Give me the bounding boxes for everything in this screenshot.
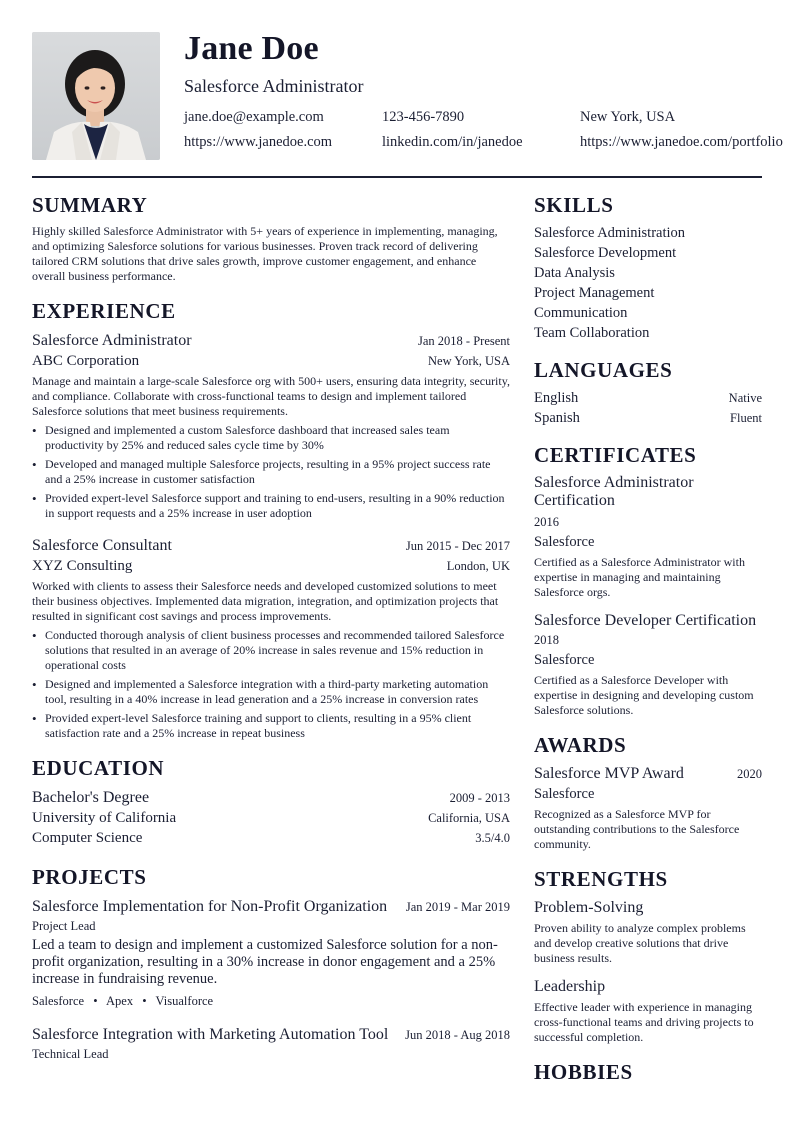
certificate-title: Salesforce Developer Certification [534, 612, 757, 629]
award-description: Recognized as a Salesforce MVP for outstanding contributions to the Salesforce community. [534, 807, 740, 851]
project-tags [32, 992, 510, 1010]
certificates-heading: CERTIFICATES [534, 443, 697, 467]
tag-separator-dot: • [93, 994, 98, 1008]
project-role: Technical Lead [32, 1047, 109, 1061]
list-item: • Developed and managed multiple Salesforce projects, resulting in a 95% project success rate and a 25% increase in customer satisfaction [32, 457, 510, 487]
certificate-title: Salesforce Administrator Certification [534, 474, 694, 509]
certificate-description: Certified as a Salesforce Administrator with expertise in managing and maintaining Salesforce orgs. [534, 555, 745, 599]
certificate-issuer: Salesforce [534, 652, 595, 668]
list-item: • Provided expert-level Salesforce training and support to clients, resulting in a 95% client satisfaction rate and a 25% increase in repeat business [32, 711, 510, 741]
certificate-description: Certified as a Salesforce Developer with expertise in designing and developing custom Salesforce solutions. [534, 673, 754, 717]
certificate-issuer: Salesforce [534, 534, 595, 550]
awards-section [534, 732, 762, 852]
contact-location: New York, USA [580, 109, 676, 125]
language-level: Fluent [730, 411, 762, 425]
contact-phone[interactable]: 123-456-7890 [382, 109, 465, 125]
award-title: Salesforce MVP Award [534, 765, 684, 782]
strengths-heading: STRENGTHS [534, 867, 668, 891]
left-column [32, 192, 510, 1063]
projects-section [32, 864, 510, 1063]
job-dates: Jun 2015 - Dec 2017 [405, 539, 510, 553]
education-dates: 2009 - 2013 [449, 791, 510, 805]
skill-item: Communication [534, 305, 628, 321]
candidate-title: Salesforce Administrator [184, 76, 364, 96]
job-company: XYZ Consulting [32, 558, 133, 574]
project-description: Led a team to design and implement a customized Salesforce solution for a non-profit organization, resulting in a 30% increase in donor engagement and a 25% increase in fundraising revenue. [32, 937, 498, 987]
skill-item: Salesforce Administration [534, 225, 686, 241]
award-year: 2020 [737, 767, 762, 781]
strength-description: Effective leader with experience in managing cross-functional teams and driving projects to successful completion. [534, 1000, 754, 1044]
certificate-item [534, 612, 762, 718]
skills-heading: SKILLS [534, 193, 614, 217]
job-achievements [32, 423, 510, 521]
job-title: Salesforce Administrator [32, 332, 192, 349]
contact-email[interactable]: jane.doe@example.com [184, 109, 324, 125]
project-tag: Apex [106, 994, 134, 1008]
strength-item [534, 897, 762, 966]
strength-item [534, 976, 762, 1045]
languages-heading: LANGUAGES [534, 358, 673, 382]
skill-item: Team Collaboration [534, 325, 650, 341]
certificate-year: 2018 [534, 633, 559, 647]
project-title: Salesforce Implementation for Non-Profit Organization [32, 898, 388, 915]
header-divider [32, 176, 762, 178]
education-degree: Bachelor's Degree [32, 789, 150, 806]
summary-section [32, 192, 510, 284]
education-school: University of California [32, 810, 177, 826]
profile-photo [32, 32, 160, 160]
project-tag: Salesforce [32, 994, 85, 1008]
strength-title: Problem-Solving [534, 899, 644, 916]
education-gpa: 3.5/4.0 [475, 831, 510, 845]
summary-heading: SUMMARY [32, 193, 148, 217]
job-location: London, UK [446, 559, 510, 573]
hobbies-heading: HOBBIES [534, 1060, 633, 1084]
projects-heading: PROJECTS [32, 865, 147, 889]
certificate-item [534, 474, 762, 600]
certificates-section [534, 442, 762, 718]
project-item [32, 896, 510, 1010]
project-dates: Jun 2018 - Aug 2018 [405, 1028, 510, 1042]
language-name: English [534, 390, 579, 406]
awards-heading: AWARDS [534, 733, 627, 757]
education-location: California, USA [428, 811, 510, 825]
certificate-year: 2016 [534, 515, 559, 529]
project-item [32, 1024, 510, 1063]
skill-item: Salesforce Development [534, 245, 677, 261]
list-item: • Designed and implemented a Salesforce integration with a third-party marketing automation tool, resulting in a 40% increase in lead generation and a 25% increase in conversion rates [32, 677, 510, 707]
project-dates: Jan 2019 - Mar 2019 [405, 900, 510, 914]
skill-item: Project Management [534, 285, 655, 301]
skill-item: Data Analysis [534, 265, 615, 281]
summary-text: Highly skilled Salesforce Administrator with 5+ years of experience in implementing, managing, and optimizing Salesforce solutions for various businesses. Proven track record of delivering tailored CRM solutions that drive sales growth, improve customer engagement, and enhance overall business performance. [32, 224, 498, 283]
project-tag: Visualforce [155, 994, 214, 1008]
strengths-section [534, 866, 762, 1045]
contact-portfolio[interactable]: https://www.janedoe.com/portfolio [580, 134, 783, 150]
job-achievements [32, 628, 510, 741]
hobbies-section [534, 1059, 762, 1085]
candidate-name: Jane Doe [184, 30, 319, 67]
languages-section [534, 357, 762, 428]
job-title: Salesforce Consultant [32, 537, 172, 554]
project-role: Project Lead [32, 919, 96, 933]
list-item: • Provided expert-level Salesforce support and training to end-users, resulting in a 90% reduction in support requests and a 25% increase in user adoption [32, 491, 510, 521]
strength-description: Proven ability to analyze complex problems and develop creative solutions that drive business results. [534, 921, 746, 965]
list-item: • Conducted thorough analysis of client business processes and recommended tailored Salesforce solutions that resulted in an average of 20% increase in sales revenue and 15% reduction in operational costs [32, 628, 510, 673]
education-field: Computer Science [32, 830, 143, 846]
award-issuer: Salesforce [534, 786, 595, 802]
experience-item [32, 330, 510, 521]
job-description: Manage and maintain a large-scale Salesforce org with 500+ users, ensuring data integrity, security, and compliance. Collaborate with cross-functional teams to design and implement tailored Salesforce solutions that meet business requirements. [32, 374, 510, 418]
list-item: • Designed and implemented a custom Salesforce dashboard that increased sales team productivity by 25% and reduced sales cycle time by 30% [32, 423, 510, 453]
right-column [534, 192, 762, 1095]
job-location: New York, USA [428, 354, 510, 368]
strength-title: Leadership [534, 978, 606, 995]
job-dates: Jan 2018 - Present [418, 334, 510, 348]
education-section [32, 755, 510, 848]
language-level: Native [728, 391, 762, 405]
contact-website[interactable]: https://www.janedoe.com [184, 134, 333, 150]
experience-heading: EXPERIENCE [32, 299, 176, 323]
language-name: Spanish [534, 410, 580, 426]
experience-item [32, 535, 510, 741]
skills-section [534, 192, 762, 343]
job-company: ABC Corporation [32, 353, 140, 369]
experience-section [32, 298, 510, 741]
project-title: Salesforce Integration with Marketing Automation Tool [32, 1026, 389, 1043]
job-description: Worked with clients to assess their Salesforce needs and developed customized solutions to meet their business objectives. Implemented data migration, integration, and optimization projects that resulted in significant cost savings and process improvements. [32, 579, 499, 623]
education-heading: EDUCATION [32, 756, 165, 780]
contact-linkedin[interactable]: linkedin.com/in/janedoe [382, 134, 523, 150]
tag-separator-dot: • [142, 994, 147, 1008]
